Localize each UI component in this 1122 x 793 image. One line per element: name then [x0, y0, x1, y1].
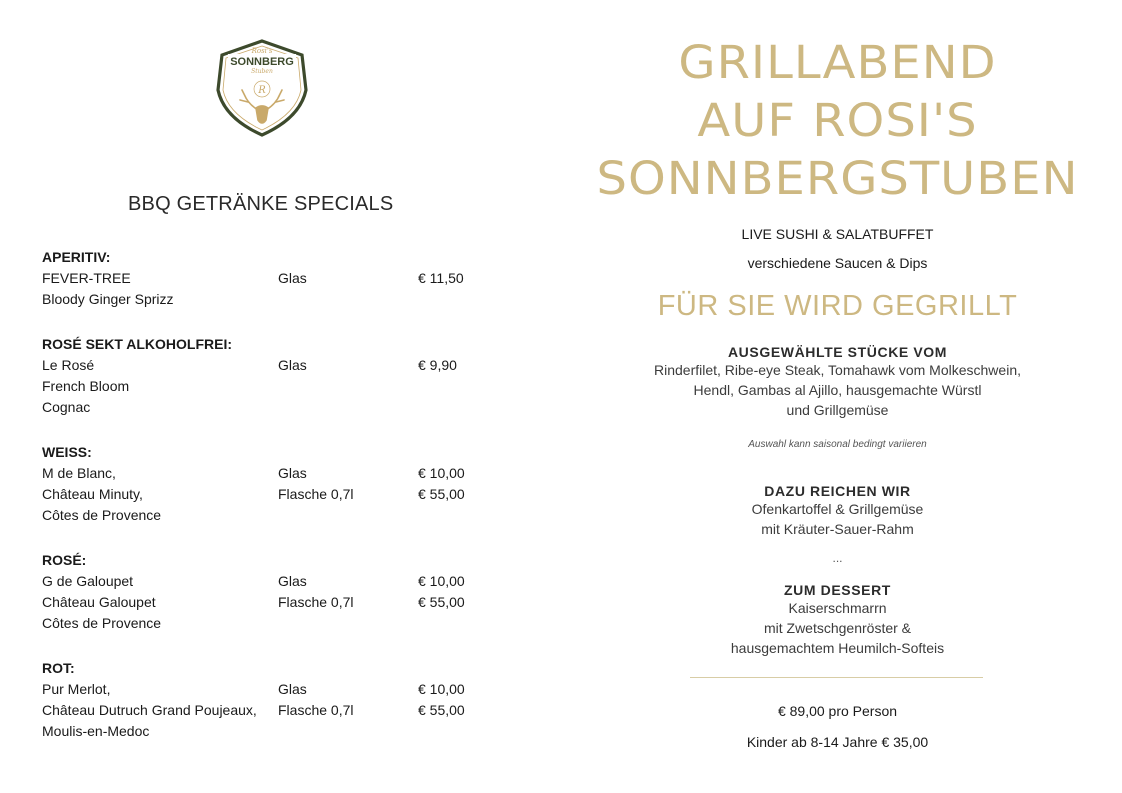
drink-name: Cognac — [42, 399, 91, 415]
divider-line — [690, 677, 983, 678]
menu-block-cuts — [590, 344, 1085, 420]
drink-price: € 9,90 — [418, 357, 457, 373]
section-heading: ROT: — [42, 660, 75, 676]
drink-row — [42, 289, 174, 310]
drink-name: Côtes de Provence — [42, 615, 162, 631]
grill-heading: FÜR SIE WIRD GEGRILLT — [657, 290, 1018, 322]
drink-row — [42, 505, 162, 526]
block-line: mit Zwetschgenröster & — [763, 620, 912, 636]
drink-row — [42, 376, 232, 397]
adult-price: € 89,00 pro Person — [777, 703, 898, 719]
season-note: Auswahl kann saisonal bedingt variieren — [748, 439, 927, 450]
drink-row — [42, 463, 465, 484]
section-heading: APERITIV: — [42, 249, 111, 265]
drink-row — [42, 484, 465, 505]
drink-unit: Flasche 0,7l — [278, 594, 354, 610]
menu-block-sides — [590, 483, 1085, 539]
drinks-section — [42, 658, 465, 742]
drink-price: € 55,00 — [418, 486, 465, 502]
drink-name: Château Minuty, — [42, 486, 143, 502]
drink-price: € 55,00 — [418, 702, 465, 718]
drink-price: € 10,00 — [418, 573, 465, 589]
block-line: Kaiserschmarrn — [788, 600, 887, 616]
block-heading: ZUM DESSERT — [784, 582, 891, 598]
drink-name: FEVER-TREE — [42, 270, 131, 286]
drinks-title: BBQ GETRÄNKE SPECIALS — [128, 193, 394, 215]
block-line: Hendl, Gambas al Ajillo, hausgemachte Würstl — [693, 382, 982, 398]
sonnberg-logo — [214, 38, 310, 138]
block-heading: DAZU REICHEN WIR — [764, 483, 911, 499]
kids-price: Kinder ab 8-14 Jahre € 35,00 — [746, 734, 929, 750]
drink-price: € 10,00 — [418, 681, 465, 697]
drinks-section — [42, 247, 464, 310]
drink-name: Le Rosé — [42, 357, 95, 373]
svg-text:Rosi's: Rosi's — [251, 47, 273, 55]
drink-name: Château Galoupet — [42, 594, 156, 610]
drink-unit: Glas — [278, 270, 307, 286]
drinks-section — [42, 442, 465, 526]
drink-unit: Glas — [278, 357, 307, 373]
drink-row — [42, 700, 465, 721]
menu-block-dessert — [590, 582, 1085, 658]
drink-unit: Glas — [278, 465, 307, 481]
section-heading: ROSÉ SEKT ALKOHOLFREI: — [42, 336, 233, 352]
drink-name: Côtes de Provence — [42, 507, 162, 523]
svg-text:Stuben: Stuben — [251, 68, 273, 75]
drink-name: G de Galoupet — [42, 573, 134, 589]
svg-text:SONNBERG: SONNBERG — [230, 56, 294, 68]
block-line: Rinderfilet, Ribe-eye Steak, Tomahawk vom Molkeschwein, — [653, 362, 1021, 378]
drink-row — [42, 571, 465, 592]
event-title-line: SONNBERGSTUBEN — [596, 152, 1079, 206]
block-line: mit Kräuter-Sauer-Rahm — [761, 521, 914, 537]
drink-price: € 55,00 — [418, 594, 465, 610]
drink-price: € 11,50 — [418, 270, 464, 286]
block-line: Ofenkartoffel & Grillgemüse — [751, 501, 924, 517]
drink-row — [42, 592, 465, 613]
section-heading: ROSÉ: — [42, 552, 87, 568]
svg-text:R: R — [258, 85, 266, 96]
drink-row — [42, 355, 457, 376]
drink-name: Bloody Ginger Sprizz — [42, 291, 174, 307]
drink-unit: Glas — [278, 573, 307, 589]
drink-name: Pur Merlot, — [42, 681, 111, 697]
buffet-line: LIVE SUSHI & SALATBUFFET — [741, 226, 934, 242]
drinks-section — [42, 550, 465, 634]
block-line: und Grillgemüse — [786, 402, 889, 418]
drink-name: Moulis-en-Medoc — [42, 723, 150, 739]
drink-row — [42, 679, 465, 700]
separator-dots: ... — [832, 551, 843, 565]
sauces-line: verschiedene Saucen & Dips — [747, 255, 928, 271]
drink-unit: Glas — [278, 681, 307, 697]
drink-unit: Flasche 0,7l — [278, 702, 354, 718]
drink-row — [42, 268, 464, 289]
section-heading: WEISS: — [42, 444, 92, 460]
drink-unit: Flasche 0,7l — [278, 486, 354, 502]
drink-name: M de Blanc, — [42, 465, 116, 481]
drink-row — [42, 397, 232, 418]
drink-name: French Bloom — [42, 378, 130, 394]
drink-name: Château Dutruch Grand Poujeaux, — [42, 702, 257, 718]
drink-row — [42, 721, 150, 742]
drink-price: € 10,00 — [418, 465, 465, 481]
block-heading: AUSGEWÄHLTE STÜCKE VOM — [727, 344, 948, 360]
drinks-section — [42, 334, 457, 418]
event-title-line: AUF ROSI'S — [697, 94, 978, 148]
event-title-line: GRILLABEND — [678, 36, 997, 90]
event-title — [590, 34, 1085, 208]
block-line: hausgemachtem Heumilch-Softeis — [730, 640, 945, 656]
drink-row — [42, 613, 162, 634]
